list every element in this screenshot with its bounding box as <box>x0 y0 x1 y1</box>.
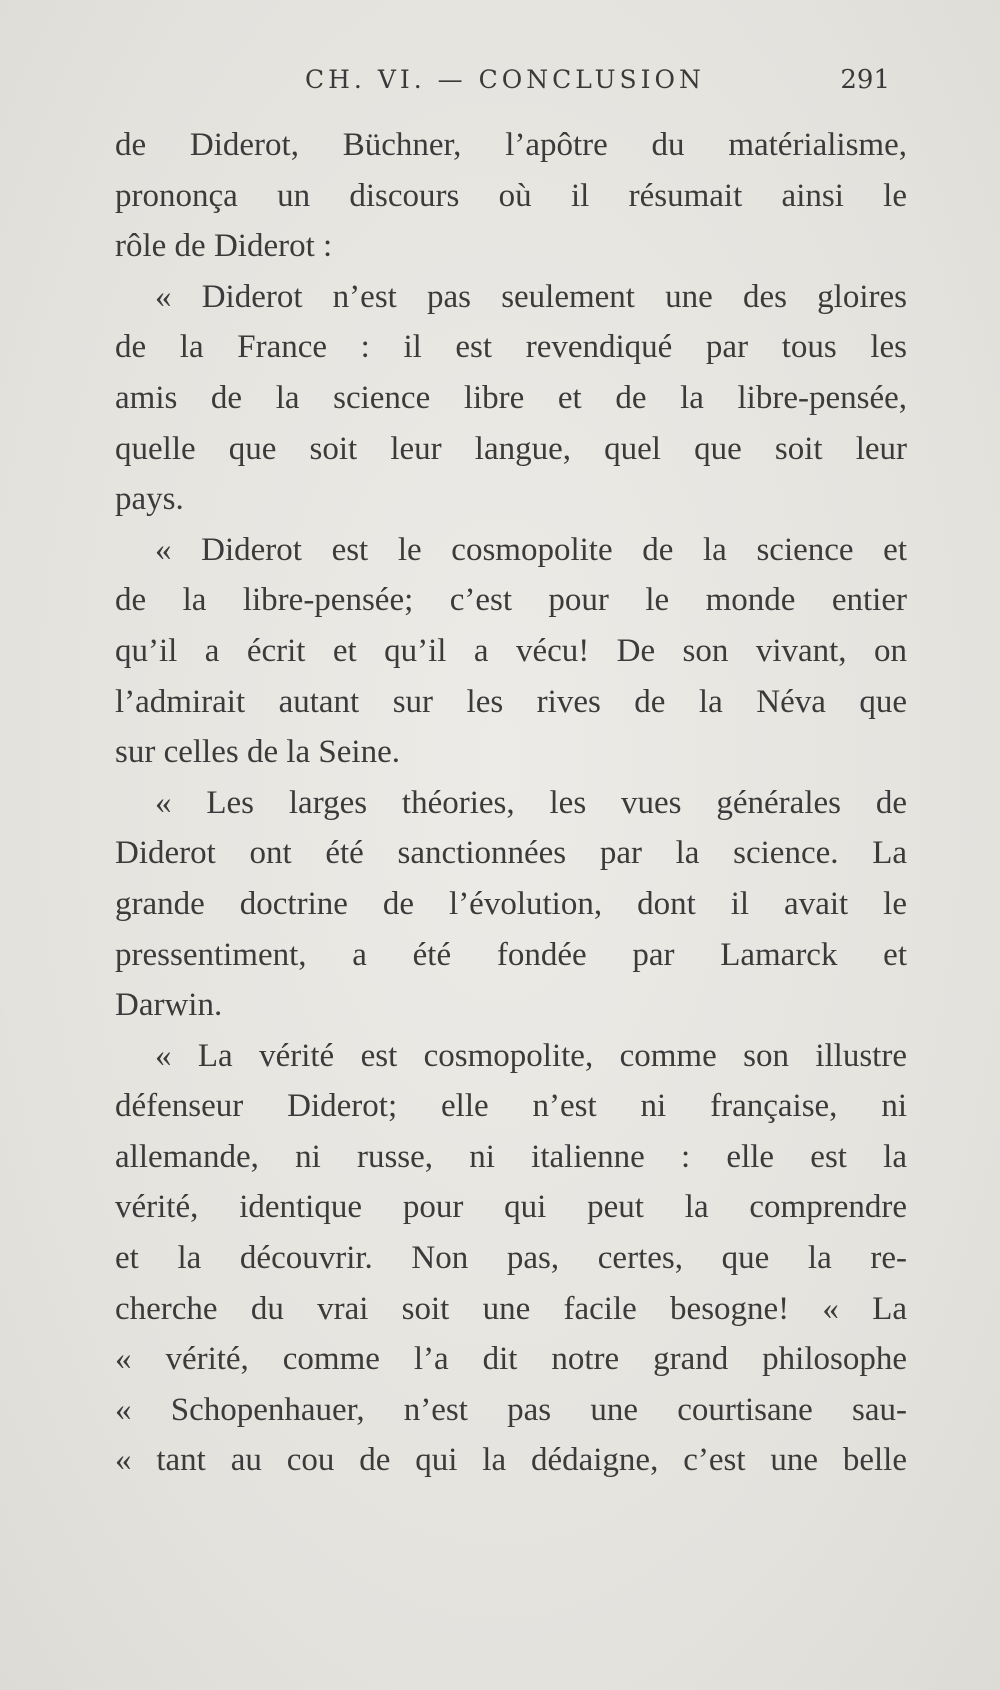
text-line: défenseur Diderot; elle n’est ni française, ni <box>115 1088 907 1125</box>
running-head: CH. VI. — CONCLUSION <box>305 65 705 94</box>
text-line: pressentiment, a été fondée par Lamarck et <box>115 936 907 973</box>
text-line: pays. <box>115 481 184 518</box>
body-text <box>115 120 907 1486</box>
text-line: « tant au cou de qui la dédaigne, c’est une belle <box>115 1442 907 1479</box>
page-number: 291 <box>840 65 890 95</box>
text-line: cherche du vrai soit une facile besogne! « La <box>115 1290 907 1327</box>
text-line: « La vérité est cosmopolite, comme son illustre <box>155 1037 907 1074</box>
text-line: allemande, ni russe, ni italienne : elle est la <box>115 1138 907 1175</box>
text-line: « Diderot n’est pas seulement une des gloires <box>155 278 907 315</box>
text-line: et la découvrir. Non pas, certes, que la re- <box>115 1240 907 1277</box>
text-line: Diderot ont été sanctionnées par la science. La <box>115 835 907 872</box>
text-line: qu’il a écrit et qu’il a vécu! De son vivant, on <box>115 632 907 669</box>
text-line: grande doctrine de l’évolution, dont il avait le <box>115 885 907 922</box>
text-line: « Schopenhauer, n’est pas une courtisane sau- <box>115 1391 907 1428</box>
text-line: « vérité, comme l’a dit notre grand philosophe <box>115 1341 907 1378</box>
text-line: « Diderot est le cosmopolite de la science et <box>155 531 907 568</box>
text-line: quelle que soit leur langue, quel que soit leur <box>115 430 907 467</box>
page-header <box>115 60 890 100</box>
text-line: l’admirait autant sur les rives de la Néva que <box>115 683 907 720</box>
text-line: « Les larges théories, les vues générales de <box>155 784 907 821</box>
text-line: rôle de Diderot : <box>115 228 333 265</box>
text-line: prononça un discours où il résumait ainsi le <box>115 177 907 214</box>
text-line: vérité, identique pour qui peut la comprendre <box>115 1189 907 1226</box>
text-line: de Diderot, Büchner, l’apôtre du matérialisme, <box>115 127 907 163</box>
text-line: Darwin. <box>115 987 223 1024</box>
text-line: de la France : il est revendiqué par tous les <box>115 329 907 366</box>
text-line: de la libre-pensée; c’est pour le monde entier <box>115 582 907 619</box>
text-line: amis de la science libre et de la libre-pensée, <box>115 379 907 416</box>
text-line: sur celles de la Seine. <box>115 734 400 771</box>
